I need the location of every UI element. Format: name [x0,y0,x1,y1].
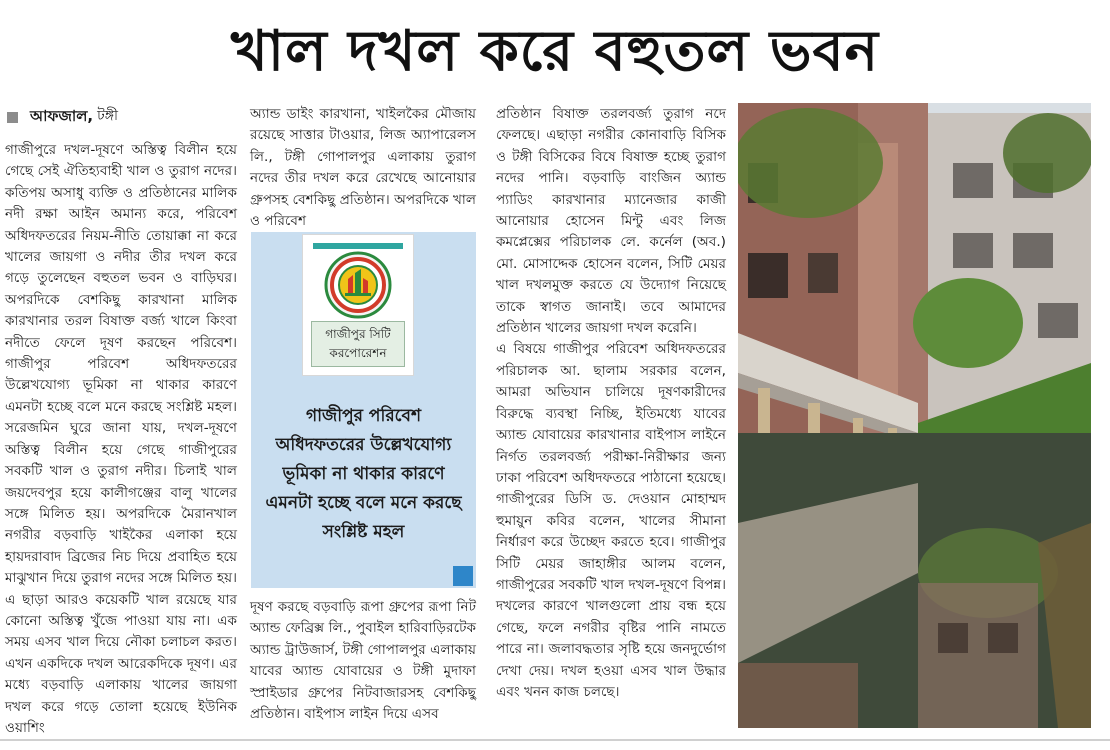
article-column-1 [5,104,237,739]
article-column-2-top [250,104,476,232]
article-text-col1: গাজীপুরে দখল-দূষণে অস্তিত্ব বিলীন হয়ে গেছে সেই ঐতিহ্যবাহী খাল ও তুরাগ নদের। কতিপয় অসাধু ব্যক্তি ও প্রতিষ্ঠানের মালিক নদী রক্ষা আইন অমান্য করে, পরিবেশ অধিদফতরের নিয়ম-নীতি তোয়াক্কা না করে খালের জায়গা ও নদীর তীর দখল করে গড়ে তুলেছেন বহুতল ভবন ও বাড়িঘর। অপরদিকে বেশকিছু কারখানা মালিক কারখানার তরল বিষাক্ত বর্জ্য খালে কিংবা নদীতে ফেলে দূষণ করছেন পরিবেশ। গাজীপুর পরিবেশ অধিদফতরের উল্লেখযোগ্য ভূমিকা না থাকার কারণে এমনটা হচ্ছে বলে মনে করছে সংশ্লিষ্ট মহল। সরেজমিন ঘুরে জানা যায়, দখল-দূষণে অস্তিত্ব বিলীন হয়ে গেছে গাজীপুরের সবকটি খাল ও তুরাগ নদীর। চিলাই খাল জয়দেবপুর হয়ে কালীগঞ্জের বালু খালের সঙ্গে মিলিত হয়। অপরদিকে মৈরানখাল নগরীর বড়বাড়ি খাইকৈর এলাকা হয়ে হায়দরাবাদ ব্রিজের নিচ দিয়ে প্রবাহিত হয়ে মাঝুখান দিয়ে তুরাগ নদের সঙ্গে মিলিত হয়। এ ছাড়া আরও কয়েকটি খাল রয়েছে যার কোনো অস্তিত্ব খুঁজে পাওয়া যায় না। এক সময় এসব খাল দিয়ে নৌকা চলাচল করত। এখন একদিকে দখল আরেকদিকে দূষণ। এর মধ্যে বড়বাড়ি এলাকায় খালের জায়গা দখল করে গড়ে তোলা হয়েছে ইউনিক ওয়াশিং [5,142,237,736]
byline-square-icon [7,112,18,123]
byline-author: আফজাল, [30,107,94,126]
byline [5,104,237,130]
logo-caption: গাজীপুর সিটি করপোরেশন [311,321,405,367]
article-column-3 [496,104,726,703]
canal-photo-illustration [738,103,1091,728]
logo-accent-bar [313,243,403,249]
city-corporation-emblem-icon [315,251,401,319]
pull-quote-text: গাজীপুর পরিবেশ অধিদফতরের উল্লেখযোগ্য ভূমিকা না থাকার কারণে এমনটা হচ্ছে বলে মনে করছে সংশ্লিষ্ট মহল [265,406,462,542]
headline: খাল দখল করে বহুতল ভবন [230,18,880,84]
byline-place: টঙ্গী [97,108,119,125]
article-text-col3-para2: এ বিষয়ে গাজীপুর পরিবেশ অধিদফতরের পরিচালক আ. ছালাম সরকার বলেন, আমরা অভিযান চালিয়ে দূষণকারীদের বিরুদ্ধে ব্যবস্থা নিচ্ছি, ইতিমধ্যে যাবের অ্যান্ড যোবায়ের কারখানার বাইপাস লাইনে নির্গত তরলবর্জ্য পরীক্ষা-নিরীক্ষার জন্য ঢাকা পরিবেশ অধিদফতরে পাঠানো হয়েছে। গাজীপুরের ডিসি ড. দেওয়ান মোহাম্মদ হুমায়ুন কবির বলেন, খালের সীমানা নির্ধারণ করে উচ্ছেদ করতে হবে। গাজীপুর সিটি মেয়র জাহাঙ্গীর আলম বলেন, গাজীপুরের সবকটি খাল দখল-দূষণে বিপন্ন। দখলের কারণে খালগুলো প্রায় বন্ধ হয়ে গেছে, ফলে নগরীর বৃষ্টির পানি নামতে পারে না। জলাবদ্ধতার সৃষ্টি হয়ে জনদুর্ভোগ দেখা দেয়। দখল হওয়া এসব খাল উদ্ধার এবং খনন কাজ চলছে। [496,341,726,700]
decorative-blue-square [453,566,473,586]
page-bottom-rule [0,739,1110,741]
pull-quote-box [251,232,476,588]
article-text-col2-top: অ্যান্ড ডাইং কারখানা, খাইলকৈর মৌজায় রয়েছে সাত্তার টাওয়ার, লিজ অ্যাপারেলস লি., টঙ্গী গোপালপুর এলাকায় তুরাগ নদের তীর দখল করে রেখেছে আনোয়ার গ্রুপসহ বেশকিছু প্রতিষ্ঠান। অপরদিকে খাল ও পরিবেশ [250,106,476,230]
article-text-col3-para1: প্রতিষ্ঠান বিষাক্ত তরলবর্জ্য তুরাগ নদে ফেলছে। এছাড়া নগরীর কোনাবাড়ি বিসিক ও টঙ্গী বিসিকের বিষে বিষাক্ত হচ্ছে তুরাগ নদের পানি। বড়বাড়ি বাংজিন অ্যান্ড প্যাডিং কারখানার ম্যানেজার কাজী আনোয়ার হোসেন মিন্টু এবং লিজ কমপ্লেক্সের পরিচালক লে. কর্নেল (অব.) মো. মোসাদ্দেক হোসেন বলেন, সিটি মেয়র খাল দখলমুক্ত করতে যে উদ্যোগ নিয়েছে তাকে স্বাগত জানাই। তবে আমাদের প্রতিষ্ঠান খালের জায়গা দখল করেনি। [496,106,726,337]
article-column-2-bottom [250,597,476,725]
article-text-col2-bottom: দূষণ করছে বড়বাড়ি রূপা গ্রুপের রূপা নিট অ্যান্ড ফেব্রিক্স লি., পুবাইল হারিবাড়িরটেক অ্যান্ড ট্রাউজার্স, টঙ্গী গোপালপুর এলাকায় যাবের অ্যান্ড যোবায়ের ও টঙ্গী মুদাফা স্প্রাইডার গ্রুপের নিটবাজারসহ বেশকিছু প্রতিষ্ঠান। বাইপাস লাইন দিয়ে এসব [250,599,476,723]
canal-photo [738,103,1091,728]
city-corporation-logo-card [302,234,414,376]
